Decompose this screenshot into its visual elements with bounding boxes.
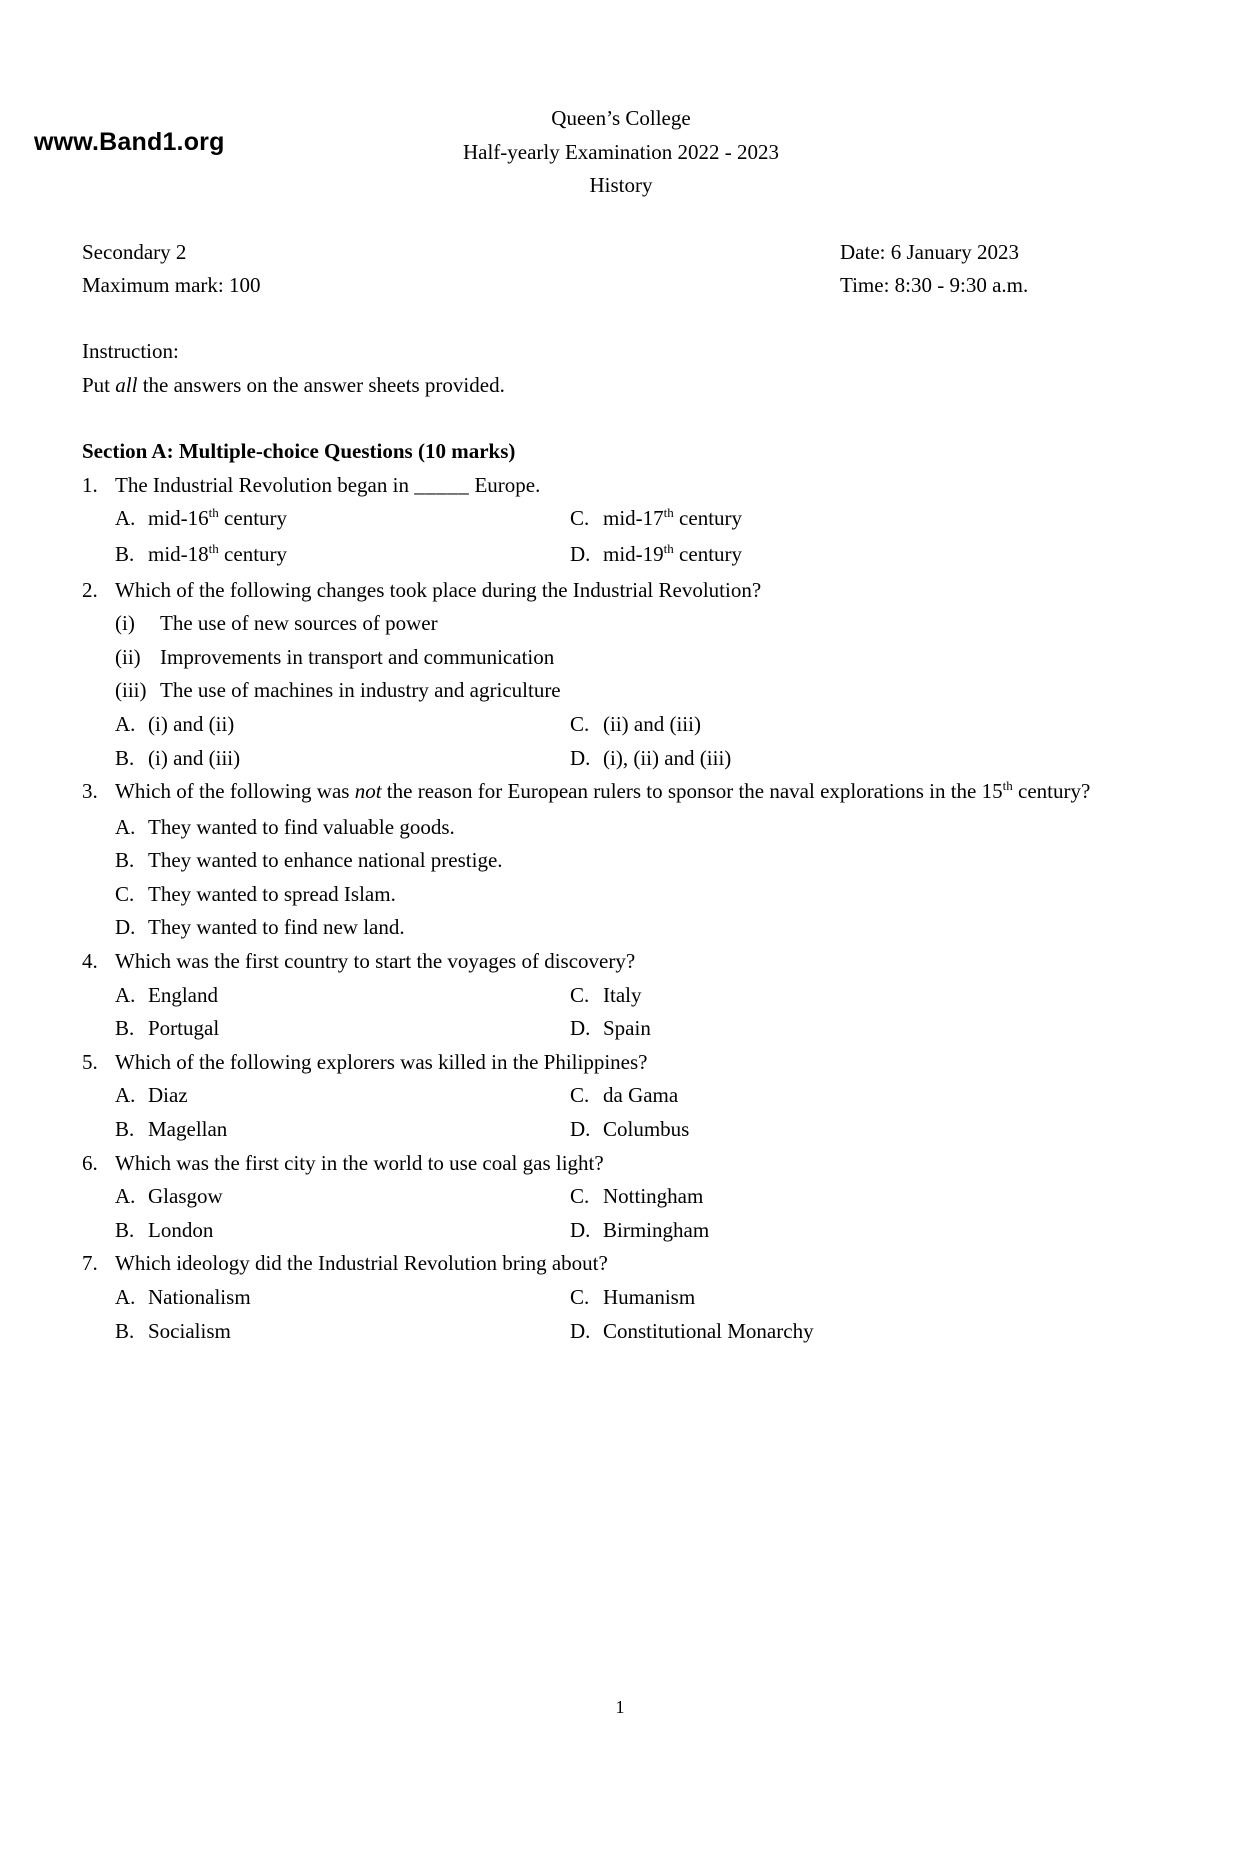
option-row	[115, 1180, 1160, 1214]
option-b	[115, 538, 570, 574]
question-line	[82, 1247, 1160, 1281]
text-segment: (i), (ii) and (iii)	[603, 745, 732, 770]
question-options	[115, 811, 1160, 945]
option-text	[603, 1012, 651, 1046]
text-segment: Which was the first country to start the voyages of discovery?	[115, 949, 636, 974]
subitem-label: (ii)	[115, 644, 141, 669]
text-segment: Italy	[603, 982, 642, 1007]
option-text	[148, 1315, 231, 1349]
question-subitems	[115, 607, 1160, 708]
question-line	[82, 469, 1160, 503]
option-row	[115, 1281, 1160, 1315]
option-text	[603, 979, 641, 1013]
question-text	[115, 775, 1160, 811]
text-segment: Spain	[603, 1016, 651, 1041]
option-text	[603, 1113, 689, 1147]
question-line	[82, 1046, 1160, 1080]
subitem-text: The use of new sources of power	[160, 611, 438, 636]
option-text	[603, 1281, 695, 1315]
text-segment: century	[673, 541, 743, 566]
instruction-block	[82, 335, 1160, 402]
question-4	[82, 945, 1160, 1046]
option-text	[148, 502, 287, 538]
option-row	[115, 911, 1160, 945]
text-segment: Socialism	[148, 1318, 231, 1343]
text-segment: the reason for European rulers to sponsor the naval explorations in the 15	[381, 779, 1003, 804]
class-level: Secondary 2	[82, 239, 187, 264]
text-segment: (ii) and (iii)	[603, 711, 701, 736]
text-segment: Diaz	[148, 1083, 188, 1108]
option-text	[148, 811, 455, 845]
option-label: C.	[115, 881, 135, 906]
text-segment: Which of the following explorers was killed in the Philippines?	[115, 1049, 648, 1074]
question-line	[82, 1147, 1160, 1181]
text-segment: Humanism	[603, 1285, 696, 1309]
meta-right	[840, 236, 1160, 303]
option-label: B.	[115, 1117, 135, 1142]
option-text	[603, 1079, 678, 1113]
option-label: B.	[115, 541, 135, 566]
text-segment: Which of the following changes took place during the Industrial Revolution?	[115, 577, 762, 602]
option-label: C.	[570, 982, 590, 1007]
option-row	[115, 1214, 1160, 1248]
text-segment: Birmingham	[603, 1217, 710, 1242]
option-row	[115, 844, 1160, 878]
text-segment: Portugal	[148, 1016, 220, 1041]
option-text	[148, 742, 240, 776]
option-text	[603, 1214, 709, 1248]
option-label: C.	[570, 506, 590, 531]
superscript-text: th	[208, 505, 219, 521]
option-text	[148, 1113, 227, 1147]
question-line	[82, 945, 1160, 979]
question-number: 1.	[82, 472, 98, 497]
title-block	[82, 102, 1160, 203]
superscript-text: th	[663, 505, 674, 521]
option-row	[115, 538, 1160, 574]
subject-title: History	[589, 173, 653, 198]
text-segment: Magellan	[148, 1117, 228, 1142]
meta-block	[82, 236, 1160, 303]
option-a	[115, 1180, 570, 1214]
text-segment: Nottingham	[603, 1184, 704, 1209]
instruction-label: Instruction:	[82, 338, 179, 363]
superscript-text: th	[208, 540, 219, 556]
option-label: D.	[570, 1318, 591, 1343]
page-number: 1	[615, 1697, 625, 1717]
text-segment: century	[218, 541, 288, 566]
option-label: D.	[115, 915, 136, 940]
exam-time: Time: 8:30 - 9:30 a.m.	[840, 273, 1029, 298]
option-row	[115, 742, 1160, 776]
option-a	[115, 811, 455, 845]
text-segment: London	[148, 1217, 214, 1242]
question-text	[115, 945, 1160, 979]
exam-page	[82, 102, 1160, 1348]
option-b	[115, 844, 503, 878]
option-d	[570, 1214, 709, 1248]
text-segment: Which ideology did the Industrial Revolution bring about?	[115, 1251, 608, 1276]
question-text	[115, 574, 1160, 608]
question-7	[82, 1247, 1160, 1348]
exam-date: Date: 6 January 2023	[840, 239, 1020, 264]
option-d	[570, 1012, 651, 1046]
option-text	[148, 1281, 251, 1315]
question-6	[82, 1147, 1160, 1248]
option-label: D.	[570, 745, 591, 770]
text-segment: Columbus	[603, 1117, 690, 1142]
question-1	[82, 469, 1160, 574]
text-segment: (i) and (iii)	[148, 745, 241, 770]
text-segment: da Gama	[603, 1083, 679, 1108]
option-row	[115, 708, 1160, 742]
subitem-label: (i)	[115, 611, 135, 636]
option-text	[603, 1315, 814, 1349]
option-label: A.	[115, 982, 136, 1007]
option-c	[570, 1079, 678, 1113]
subitem-label: (iii)	[115, 678, 147, 703]
question-2	[82, 574, 1160, 776]
option-label: D.	[570, 541, 591, 566]
text-segment: Glasgow	[148, 1184, 223, 1209]
text-segment: They wanted to enhance national prestige.	[148, 848, 503, 873]
question-text	[115, 1247, 1160, 1281]
instruction-text	[82, 369, 1160, 403]
option-row	[115, 1315, 1160, 1349]
text-segment: Put	[82, 372, 116, 397]
option-a	[115, 708, 570, 742]
option-text	[603, 742, 731, 776]
text-segment: the answers on the answer sheets provided.	[137, 372, 505, 397]
option-label: A.	[115, 1285, 136, 1309]
question-options	[115, 1079, 1160, 1146]
option-label: D.	[570, 1016, 591, 1041]
option-c	[570, 1281, 695, 1315]
option-row	[115, 502, 1160, 538]
school-name: Queen’s College	[551, 106, 691, 130]
meta-left	[82, 236, 840, 303]
text-segment: (i) and (ii)	[148, 711, 235, 736]
question-options	[115, 1281, 1160, 1348]
option-row	[115, 979, 1160, 1013]
text-segment: They wanted to spread Islam.	[148, 881, 396, 906]
option-text	[148, 1012, 219, 1046]
text-segment: England	[148, 982, 218, 1007]
text-segment: century	[673, 506, 743, 531]
option-a	[115, 979, 570, 1013]
subitem-text: The use of machines in industry and agriculture	[160, 678, 561, 703]
option-label: C.	[570, 1083, 590, 1108]
section-a-heading: Section A: Multiple-choice Questions (10 marks)	[82, 439, 516, 464]
option-a	[115, 1079, 570, 1113]
italic-text: all	[115, 372, 138, 397]
option-label: D.	[570, 1217, 591, 1242]
option-a	[115, 1281, 570, 1315]
question-list	[82, 469, 1160, 1348]
text-segment: Constitutional Monarchy	[603, 1318, 814, 1343]
option-c	[570, 502, 742, 538]
option-text	[603, 708, 701, 742]
text-segment: They wanted to find new land.	[148, 915, 405, 940]
question-line	[82, 574, 1160, 608]
question-number: 6.	[82, 1150, 98, 1175]
question-text	[115, 469, 1160, 503]
option-label: A.	[115, 814, 136, 839]
option-text	[148, 708, 234, 742]
italic-text: not	[354, 779, 382, 804]
superscript-text: th	[663, 540, 674, 556]
text-segment: Which of the following was	[115, 779, 355, 804]
option-label: D.	[570, 1117, 591, 1142]
text-segment: They wanted to find valuable goods.	[148, 814, 455, 839]
option-text	[603, 502, 742, 538]
option-text	[148, 1180, 223, 1214]
text-segment: Europe.	[469, 472, 541, 497]
question-number: 5.	[82, 1049, 98, 1074]
superscript-text: th	[1002, 778, 1013, 794]
exam-title: Half-yearly Examination 2022 - 2023	[462, 139, 780, 164]
question-number: 3.	[82, 779, 98, 804]
option-d	[570, 1113, 689, 1147]
question-number: 2.	[82, 577, 98, 602]
subitem	[115, 674, 1160, 708]
option-a	[115, 502, 570, 538]
option-text	[148, 1214, 213, 1248]
text-segment: mid-16	[148, 506, 209, 531]
subitem	[115, 607, 1160, 641]
option-d	[570, 742, 731, 776]
subitem-text: Improvements in transport and communication	[160, 644, 555, 669]
question-text	[115, 1046, 1160, 1080]
option-d	[115, 911, 405, 945]
option-row	[115, 1113, 1160, 1147]
maximum-mark: Maximum mark: 100	[82, 273, 261, 298]
text-segment: century	[218, 506, 288, 531]
option-label: B.	[115, 1318, 135, 1343]
option-c	[570, 979, 641, 1013]
option-d	[570, 1315, 814, 1349]
option-label: B.	[115, 1217, 135, 1242]
option-label: C.	[570, 1184, 590, 1209]
question-5	[82, 1046, 1160, 1147]
text-segment: mid-17	[603, 506, 664, 531]
option-b	[115, 1315, 570, 1349]
text-segment: Which was the first city in the world to use coal gas light?	[115, 1150, 604, 1175]
option-b	[115, 742, 570, 776]
option-text	[148, 844, 503, 878]
question-options	[115, 979, 1160, 1046]
fill-in-blank: _____	[414, 472, 470, 497]
option-label: B.	[115, 848, 135, 873]
option-label: A.	[115, 1083, 136, 1108]
option-c	[570, 708, 701, 742]
option-row	[115, 811, 1160, 845]
option-label: B.	[115, 745, 135, 770]
option-text	[148, 878, 396, 912]
option-label: C.	[570, 711, 590, 736]
text-segment: century?	[1012, 779, 1091, 804]
option-row	[115, 878, 1160, 912]
option-text	[148, 1079, 188, 1113]
option-d	[570, 538, 742, 574]
option-c	[115, 878, 396, 912]
option-label: A.	[115, 711, 136, 736]
question-line	[82, 775, 1160, 811]
option-label: A.	[115, 506, 136, 531]
question-options	[115, 1180, 1160, 1247]
question-text	[115, 1147, 1160, 1181]
option-text	[148, 979, 218, 1013]
site-watermark: www.Band1.org	[34, 128, 225, 156]
option-label: A.	[115, 1184, 136, 1209]
option-row	[115, 1079, 1160, 1113]
option-label: B.	[115, 1016, 135, 1041]
option-text	[603, 538, 742, 574]
text-segment: mid-19	[603, 541, 664, 566]
option-b	[115, 1012, 570, 1046]
question-number: 4.	[82, 949, 98, 974]
question-options	[115, 502, 1160, 573]
option-b	[115, 1113, 570, 1147]
option-text	[148, 911, 405, 945]
option-b	[115, 1214, 570, 1248]
text-segment: mid-18	[148, 541, 209, 566]
option-label: C.	[570, 1285, 590, 1309]
option-text	[148, 538, 287, 574]
text-segment: The Industrial Revolution began in	[115, 472, 415, 497]
subitem	[115, 641, 1160, 675]
option-c	[570, 1180, 703, 1214]
question-options	[115, 708, 1160, 775]
question-3	[82, 775, 1160, 945]
option-text	[603, 1180, 703, 1214]
option-row	[115, 1012, 1160, 1046]
question-number: 7.	[82, 1251, 98, 1276]
text-segment: Nationalism	[148, 1285, 251, 1309]
